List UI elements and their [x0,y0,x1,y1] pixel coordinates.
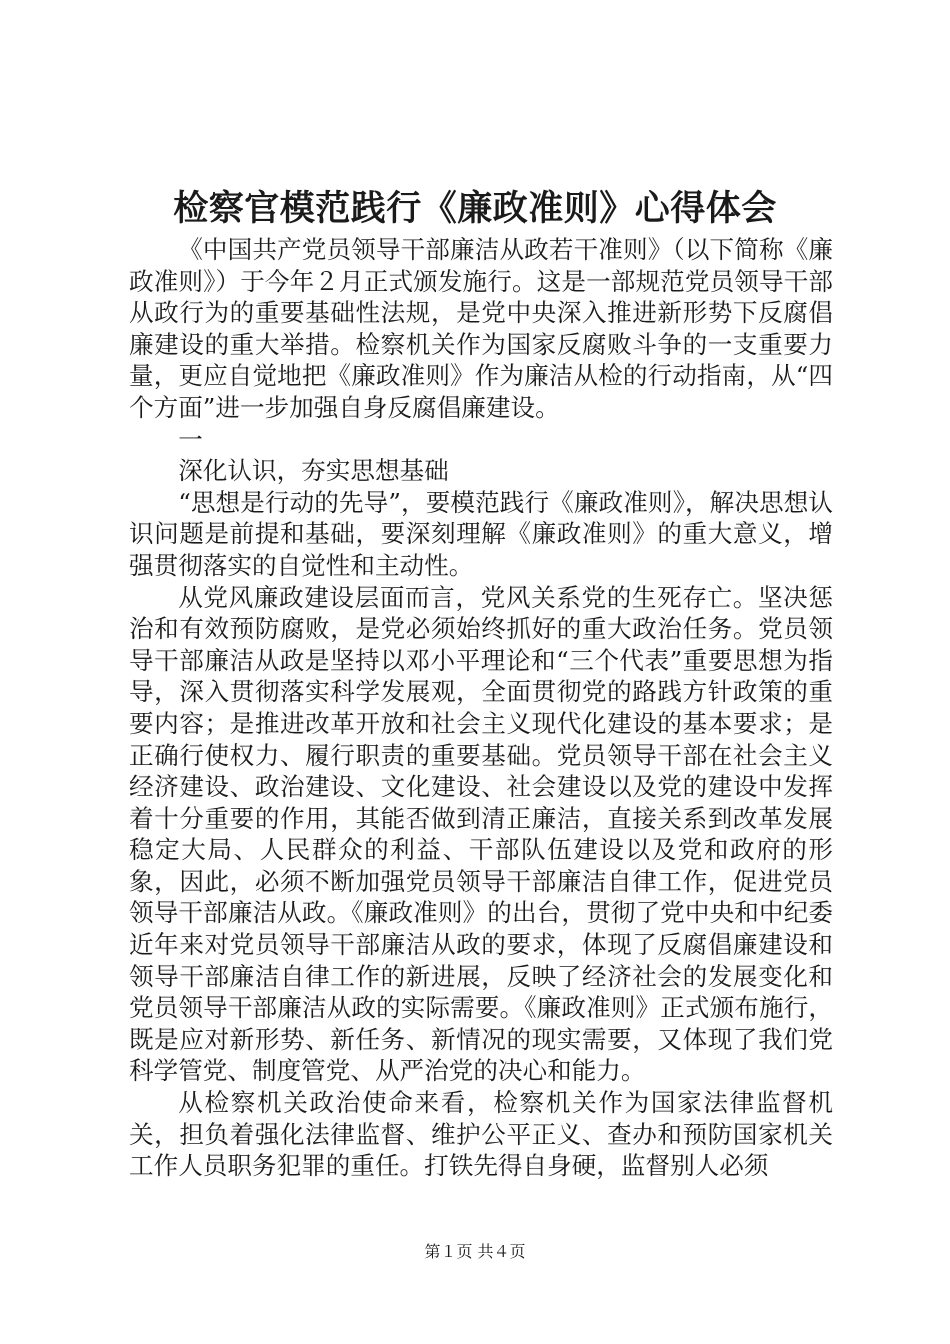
paragraph-intro: 《中国共产党员领导干部廉洁从政若干准则》（以下简称《廉政准则》）于今年２月正式颁发施行。这是一部规范党员领导干部从政行为的重要基础性法规，是党中央深入推进新形势下反腐倡廉建设的重大举措。检察机关作为国家反腐败斗争的一支重要力量，更应自觉地把《廉政准则》作为廉洁从检的行动指南，从“四个方面”进一步加强自身反腐倡廉建设。 [129,235,833,422]
paragraph-procuratorate: 从检察机关政治使命来看，检察机关作为国家法律监督机关，担负着强化法律监督、维护公平正义、查办和预防国家机关工作人员职务犯罪的重任。打铁先得自身硬，监督别人必须 [129,1088,833,1181]
document-title: 检察官模范践行《廉政准则》心得体会 [173,188,777,229]
paragraph-party-style: 从党风廉政建设层面而言，党风关系党的生死存亡。坚决惩治和有效预防腐败，是党必须始终抓好的重大政治任务。党员领导干部廉洁从政是坚持以邓小平理论和“三个代表”重要思想为指导，深入贯彻落实科学发展观，全面贯彻党的路践方针政策的重要内容；是推进改革开放和社会主义现代化建设的基本要求；是正确行使权力、履行职责的重要基础。党员领导干部在社会主义经济建设、政治建设、文化建设、社会建设以及党的建设中发挥着十分重要的作用，其能否做到清正廉洁，直接关系到改革发展稳定大局、人民群众的利益、干部队伍建设以及党和政府的形象，因此，必须不断加强党员领导干部廉洁自律工作，促进党员领导干部廉洁从政。《廉政准则》的出台，贯彻了党中央和中纪委近年来对党员领导干部廉洁从政的要求，体现了反腐倡廉建设和领导干部廉洁自律工作的新进展，反映了经济社会的发展变化和党员领导干部廉洁从政的实际需要。《廉政准则》正式颁布施行，既是应对新形势、新任务、新情况的现实需要，又体现了我们党科学管党、制度管党、从严治党的决心和能力。 [129,582,833,1086]
section-heading: 深化认识，夯实思想基础 [178,456,449,486]
paragraph-thought: “思想是行动的先导”，要模范践行《廉政准则》，解决思想认识问题是前提和基础，要深刻理解《廉政准则》的重大意义，增强贯彻落实的自觉性和主动性。 [129,487,833,580]
section-number: 一 [178,424,203,454]
page-footer: 第１页 共４页 [424,1242,526,1261]
document-body [129,234,833,1182]
